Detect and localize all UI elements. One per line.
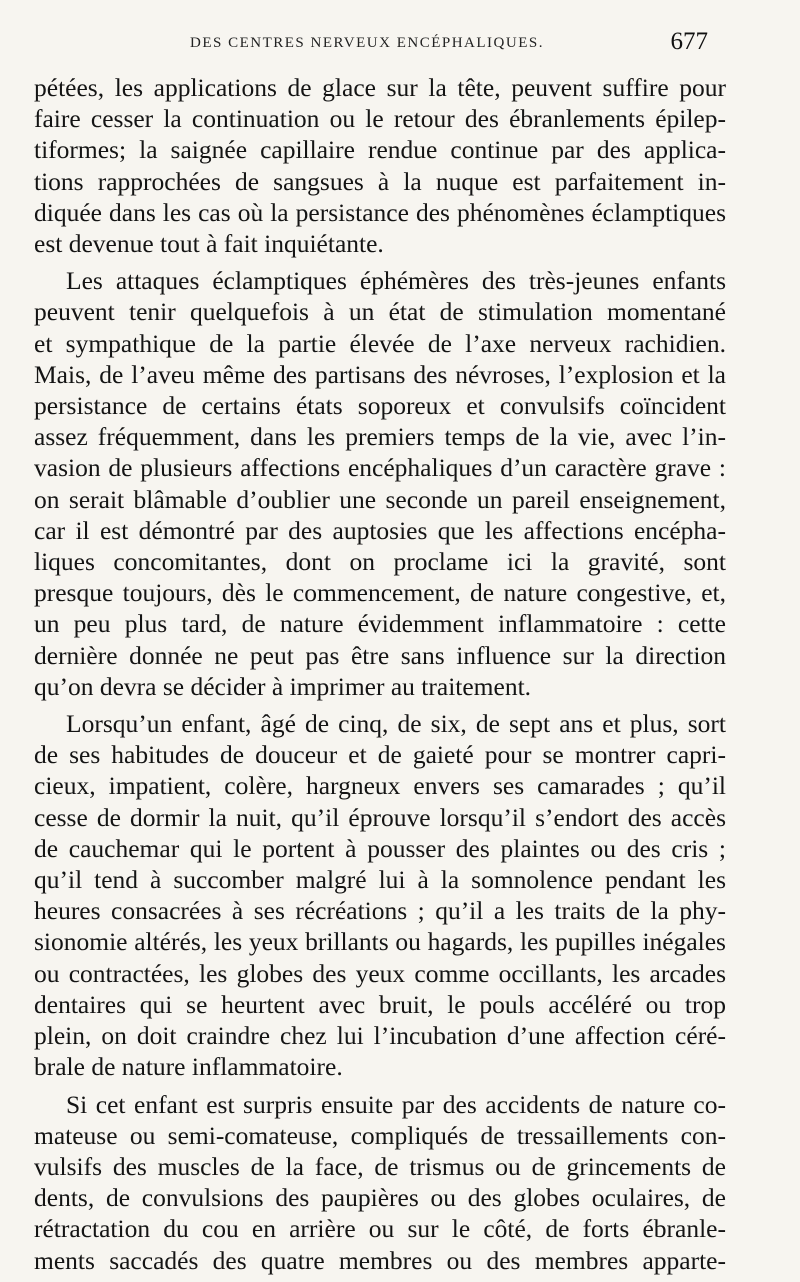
text-line: tions rapprochées de sangsues à la nuque est parfaitement in-: [34, 166, 726, 196]
text-line: vasion de plusieurs affections encéphaliques d’un caractère grave :: [34, 453, 726, 483]
text-line: presque toujours, dès le commencement, de nature congestive, et,: [34, 578, 726, 608]
text-line: tiformes; la saignée capillaire rendue continue par des applica-: [34, 135, 726, 165]
text-line: on serait blâmable d’oublier une seconde un pareil enseignement,: [34, 484, 726, 514]
text-line: dernière donnée ne peut pas être sans influence sur la direction: [34, 640, 726, 670]
text-line: dents, de convulsions des paupières ou des globes oculaires, de: [34, 1183, 726, 1213]
paragraph: [34, 1089, 726, 1276]
text-line: Lorsqu’un enfant, âgé de cinq, de six, de sept ans et plus, sort: [66, 709, 726, 739]
text-line: et sympathique de la partie élevée de l’axe nerveux rachidien.: [34, 328, 726, 358]
text-line: peuvent tenir quelquefois à un état de stimulation momentané: [34, 297, 726, 327]
text-line: plein, on doit craindre chez lui l’incubation d’une affection céré-: [34, 1021, 726, 1051]
text-line: sionomie altérés, les yeux brillants ou hagards, les pupilles inégales: [34, 927, 726, 957]
paragraph: [34, 72, 726, 259]
paragraph: [34, 708, 726, 1082]
text-line: ments saccadés des quatre membres ou des membres apparte-: [34, 1245, 726, 1275]
text-line: qu’on devra se décider à imprimer au traitement.: [34, 671, 532, 701]
text-line: ou contractées, les globes des yeux comme occillants, les arcades: [34, 958, 726, 988]
text-line: brale de nature inflammatoire.: [34, 1052, 343, 1082]
text-line: faire cesser la continuation ou le retour des ébranlements épilep-: [34, 104, 726, 134]
text-line: assez fréquemment, dans les premiers temps de la vie, avec l’in-: [34, 422, 726, 452]
text-line: heures consacrées à ses récréations ; qu’il a les traits de la phy-: [34, 896, 726, 926]
text-line: un peu plus tard, de nature évidemment inflammatoire : cette: [34, 609, 726, 639]
page-number: 677: [670, 28, 708, 55]
text-line: cesse de dormir la nuit, qu’il éprouve lorsqu’il s’endort des accès: [34, 802, 726, 832]
text-line: dentaires qui se heurtent avec bruit, le pouls accéléré ou trop: [34, 989, 726, 1019]
text-line: liques concomitantes, dont on proclame ici la gravité, sont: [34, 547, 726, 577]
text-line: rétractation du cou en arrière ou sur le côté, de forts ébranle-: [34, 1214, 726, 1244]
text-line: de ses habitudes de douceur et de gaieté pour se montrer capri-: [34, 740, 726, 770]
text-line: de cauchemar qui le portent à pousser des plaintes ou des cris ;: [34, 833, 726, 863]
paragraph: [34, 265, 726, 702]
running-head: [0, 30, 800, 60]
text-line: mateuse ou semi-comateuse, compliqués de tressaillements con-: [34, 1120, 726, 1150]
text-line: Mais, de l’aveu même des partisans des névroses, l’explosion et la: [34, 359, 726, 389]
text-line: Les attaques éclamptiques éphémères des très-jeunes enfants: [66, 266, 726, 296]
text-line: diquée dans les cas où la persistance des phénomènes éclamptiques: [34, 197, 726, 227]
text-line: Si cet enfant est surpris ensuite par des accidents de nature co-: [66, 1089, 726, 1119]
text-line: vulsifs des muscles de la face, de trismus ou de grincements de: [34, 1151, 726, 1181]
text-line: pétées, les applications de glace sur la tête, peuvent suffire pour: [34, 73, 726, 102]
running-title: DES CENTRES NERVEUX ENCÉPHALIQUES.: [190, 35, 544, 51]
body-text: [34, 72, 726, 1282]
text-line: qu’il tend à succomber malgré lui à la somnolence pendant les: [34, 865, 726, 895]
text-line: car il est démontré par des auptosies que les affections encépha-: [34, 515, 726, 545]
text-line: est devenue tout à fait inquiétante.: [34, 229, 384, 259]
text-line: persistance de certains états soporeux et convulsifs coïncident: [34, 391, 726, 421]
text-line: cieux, impatient, colère, hargneux envers ses camarades ; qu’il: [34, 771, 726, 801]
